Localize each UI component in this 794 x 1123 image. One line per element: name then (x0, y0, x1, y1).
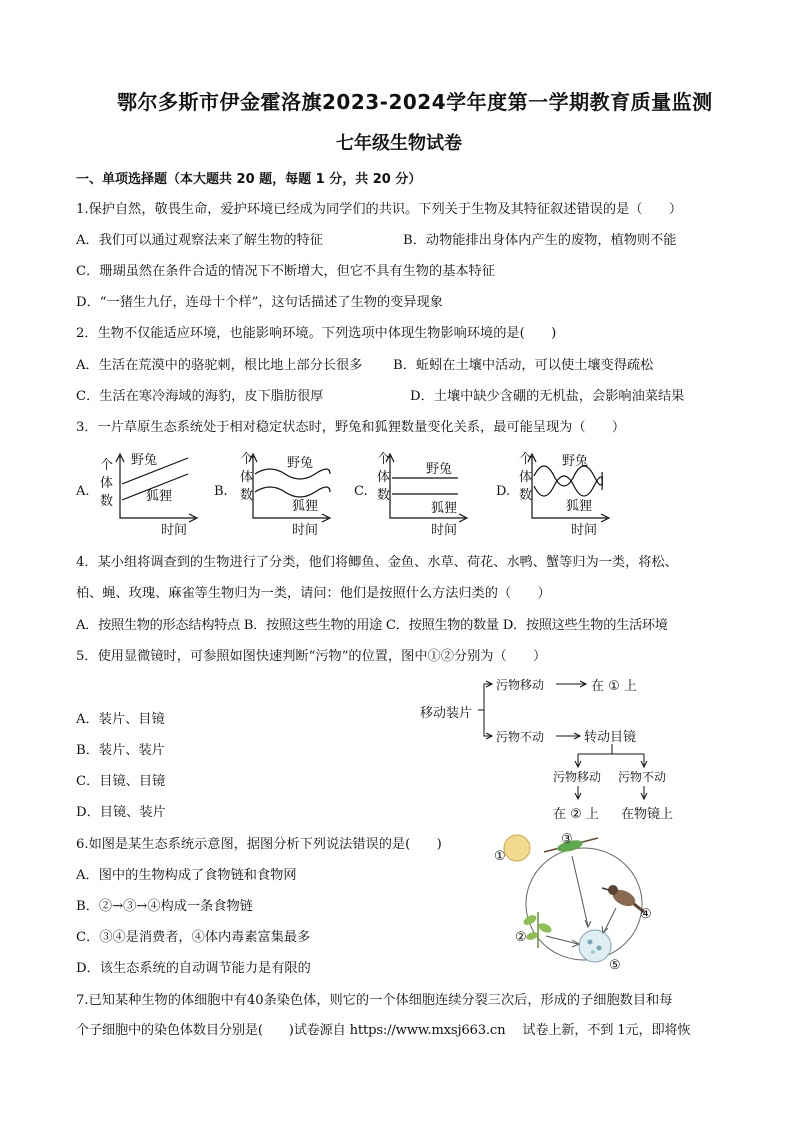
graph-b-hare-label: 野兔 (287, 456, 314, 471)
eco-label-2: ② (515, 930, 527, 945)
graph-a-y-label-3: 数 (100, 494, 114, 509)
q1-option-b: B．动物能排出身体内产生的废物，植物则不能 (403, 233, 677, 248)
woodpecker-icon (602, 885, 644, 912)
q4-stem-line2: 柏、蝇、玫瑰、麻雀等生物归为一类，请问：他们是按照什么方法归类的（ ） (76, 586, 551, 601)
q5-option-d: D．目镜、装片 (76, 805, 166, 820)
graph-c-y-label-2: 体 (377, 470, 391, 485)
flow-on-objective: 在物镜上 (621, 807, 674, 822)
q2-option-c: C．生活在寒冷海域的海豹，皮下脂肪很厚 (76, 389, 324, 404)
eco-label-5: ⑤ (609, 958, 621, 973)
graph-c-fox-label: 狐狸 (431, 501, 458, 516)
q1-stem: 1.保护自然，敬畏生命，爱护环境已经成为同学们的共识。下列关于生物及其特征叙述错误的是（ ） (76, 202, 683, 217)
decomposer-icon (579, 930, 611, 962)
graph-c-y-label-1: 个 (377, 452, 391, 467)
graph-b-y-label-1: 个 (240, 452, 254, 467)
flow-on-2: 在 ② 上 (553, 807, 599, 822)
q5-option-c: C．目镜、目镜 (76, 774, 166, 789)
flow-dirt-still: 污物不动 (496, 730, 545, 744)
eco-label-3: ③ (561, 832, 573, 847)
graph-a-x-label: 时间 (161, 523, 188, 538)
graph-b-y-label-2: 体 (240, 470, 254, 485)
q4-options: A．按照生物的形态结构特点 B．按照这些生物的用途 C．按照生物的数量 D．按照这些生物的生活环境 (76, 618, 668, 633)
q3-stem: 3．一片草原生态系统处于相对稳定状态时，野兔和狐狸数量变化关系，最可能呈现为（ ） (76, 420, 626, 435)
q6-option-d: D．该生态系统的自动调节能力是有限的 (76, 961, 311, 976)
graph-c-x-label: 时间 (431, 523, 458, 538)
q2-option-a: A．生活在荒漠中的骆驼刺，根比地上部分长很多 (76, 358, 363, 373)
flow-rotate-eyepiece: 转动目镜 (584, 730, 637, 745)
q6-stem: 6.如图是某生态系统示意图，据图分析下列说法错误的是( ) (76, 837, 442, 852)
q2-option-b: B．蚯蚓在土壤中活动，可以使土壤变得疏松 (393, 358, 654, 373)
flow-dirt-still-2: 污物不动 (618, 770, 667, 784)
flow-move-slide: 移动装片 (420, 706, 473, 721)
graph-d-fox-label: 狐狸 (566, 499, 593, 514)
q1-option-d: D．“一猪生九仔，连母十个样”，这句话描述了生物的变异现象 (76, 295, 443, 310)
q2-option-d: D．土壤中缺少含硼的无机盐，会影响油菜结果 (410, 389, 685, 404)
graph-d-y-label-1: 个 (519, 452, 533, 467)
graph-b-y-label-3: 数 (240, 488, 254, 503)
q3-option-d: D. (496, 484, 511, 499)
q6-option-a: A．图中的生物构成了食物链和食物网 (76, 868, 297, 883)
q6-option-c: C．③④是消费者，④体内毒素富集最多 (76, 930, 311, 945)
q4-stem-line1: 4．某小组将调查到的生物进行了分类，他们将鲫鱼、金鱼、水草、荷花、水鸭、蟹等归为一类，将松、 (76, 555, 678, 570)
ecosystem-diagram (488, 828, 662, 978)
q5-option-b: B．装片、装片 (76, 743, 165, 758)
graph-b-x-label: 时间 (292, 523, 319, 538)
graph-b-fox-label: 狐狸 (292, 499, 319, 514)
graph-c-y-label-3: 数 (377, 488, 391, 503)
exam-subtitle: 七年级生物试卷 (336, 133, 462, 154)
q3-option-b: B. (214, 484, 228, 499)
graph-c-hare-label: 野兔 (426, 462, 453, 477)
graph-a-y-label-2: 体 (100, 476, 114, 491)
graph-d-y-label-3: 数 (519, 488, 533, 503)
q3-option-c: C. (354, 484, 368, 499)
flow-on-1: 在 ① 上 (591, 679, 637, 694)
q5-stem: 5．使用显微镜时，可参照如图快速判断“污物”的位置，图中①②分别为（ ） (76, 649, 547, 664)
sun-icon (504, 835, 530, 861)
q5-option-a: A．装片、目镜 (76, 712, 165, 727)
eco-label-1: ① (494, 849, 506, 864)
q1-option-a: A．我们可以通过观察法来了解生物的特征 (76, 233, 323, 248)
q7-stem-line2: 个子细胞中的染色体数目分别是( )试卷源自 https://www.mxsj663.cn 试卷上新，不到 1元，即将恢 (76, 1023, 691, 1038)
graph-a-hare-label: 野兔 (131, 453, 158, 468)
eco-label-4: ④ (640, 907, 652, 922)
flow-dirt-moves-2: 污物移动 (553, 770, 602, 784)
section-heading: 一、单项选择题（本大题共 20 题，每题 1 分，共 20 分） (76, 172, 422, 187)
q7-stem-line1: 7.已知某种生物的体细胞中有40条染色体，则它的一个体细胞连续分裂三次后，形成的子细胞数目和每 (76, 993, 673, 1008)
graph-a-fox-label: 狐狸 (146, 489, 173, 504)
graph-a-y-label-1: 个 (100, 458, 114, 473)
graph-d-y-label-2: 体 (519, 470, 533, 485)
graph-d-x-label: 时间 (571, 523, 598, 538)
flow-dirt-moves: 污物移动 (496, 678, 545, 692)
exam-title: 鄂尔多斯市伊金霍洛旗2023-2024学年度第一学期教育质量监测 (117, 90, 713, 114)
q3-option-a: A. (76, 484, 90, 499)
q2-stem: 2．生物不仅能适应环境，也能影响环境。下列选项中体现生物影响环境的是( ) (76, 326, 557, 341)
graph-d-hare-label: 野兔 (562, 454, 589, 469)
q1-option-c: C．珊瑚虽然在条件合适的情况下不断增大，但它不具有生物的基本特征 (76, 264, 495, 279)
q6-option-b: B．②→③→④构成一条食物链 (76, 899, 253, 914)
